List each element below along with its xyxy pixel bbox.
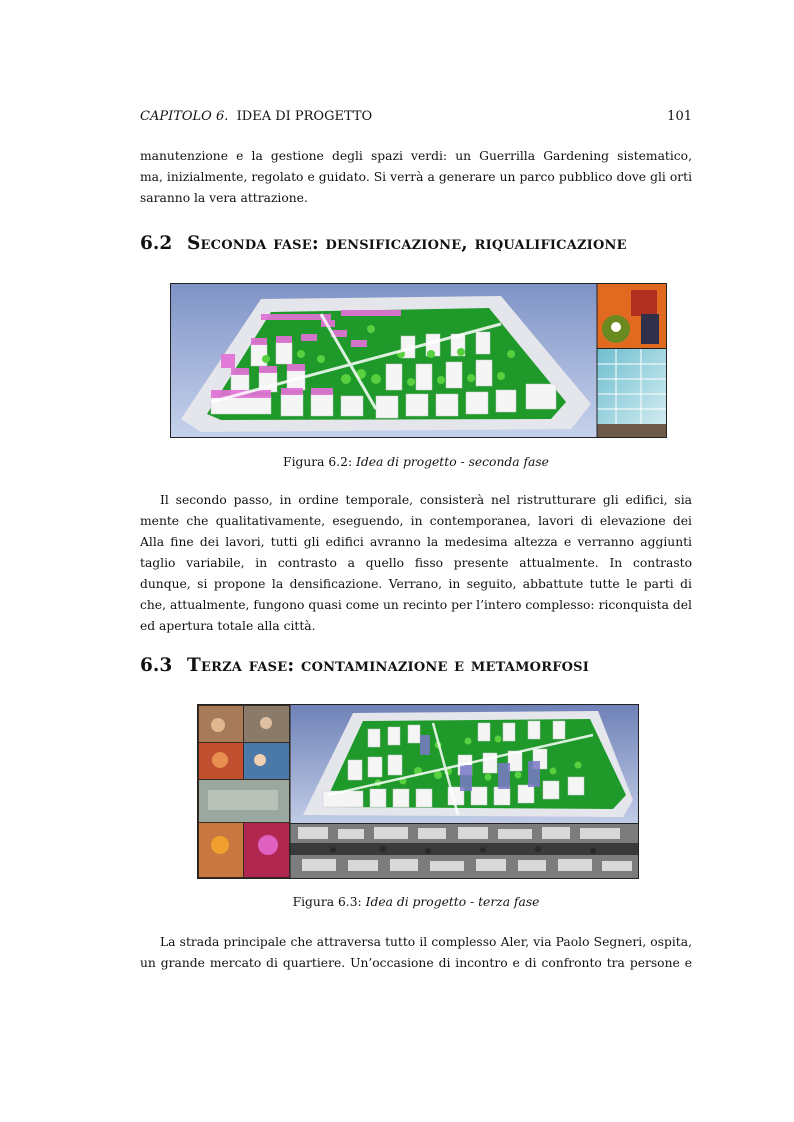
aerial-photo-strip (290, 823, 638, 878)
chapter-label: CAPITOLO 6. IDEA DI PROGETTO (140, 109, 373, 124)
text-line: Alla fine dei lavori, tutti gli edifici avranno la medesima altezza e verranno aggiunti (140, 535, 692, 549)
section-number: 6.3 (140, 655, 173, 676)
text-line: dunque, si propone la densificazione. Verrano, in seguito, abbattute tutte le parti di (140, 577, 692, 591)
text-line: ma, inizialmente, regolato e guidato. Si verrà a generare un parco pubblico dove gli orti (140, 170, 692, 184)
section-title: Terza fase: contaminazione e metamorfosi (187, 655, 590, 676)
collage-market-photos (198, 705, 290, 878)
text-line: mente che qualitativamente, eseguendo, in contemporanea, lavori di elevazione dei (140, 514, 692, 528)
paragraph-intro (140, 146, 692, 209)
section-number: 6.2 (140, 233, 173, 254)
figure-caption-text: Idea di progetto - seconda fase (356, 455, 549, 469)
render-seconda-fase (171, 284, 597, 437)
text-line: La strada principale che attraversa tutto il complesso Aler, via Paolo Segneri, ospita, (160, 935, 692, 949)
figure-6-3 (197, 704, 639, 879)
figure-label: Figura 6.3: (292, 895, 362, 909)
thumbnail-facade (597, 349, 666, 437)
thumbnail-street-art (597, 284, 666, 348)
text-line: saranno la vera attrazione. (140, 191, 308, 205)
text-line: manutenzione e la gestione degli spazi verdi: un Guerrilla Gardening sistematico, (140, 149, 692, 163)
section-heading-6-3 (140, 655, 700, 681)
text-line: che, attualmente, fungono quasi come un recinto per l’intero complesso: riconquista del (140, 598, 692, 612)
page-number: 101 (667, 109, 692, 124)
figure-6-2-caption (140, 455, 692, 469)
figure-6-2 (170, 283, 667, 438)
section-title: Seconda fase: densificazione, riqualificazione (187, 233, 627, 254)
render-terza-fase (290, 705, 638, 823)
section-heading-6-2 (140, 233, 700, 259)
paragraph-seconda-fase (140, 490, 692, 637)
figure-caption-text: Idea di progetto - terza fase (365, 895, 540, 909)
paragraph-terza-fase (140, 932, 692, 974)
text-line: taglio variabile, in contrasto a quello fisso presente attualmente. In contrasto (140, 556, 692, 570)
text-line: un grande mercato di quartiere. Un’occasione di incontro e di confronto tra persone e (140, 956, 692, 970)
text-line: Il secondo passo, in ordine temporale, consisterà nel ristrutturare gli edifici, sia (160, 493, 692, 507)
figure-6-3-caption (140, 895, 692, 909)
figure-label: Figura 6.2: (283, 455, 353, 469)
text-line: ed apertura totale alla città. (140, 619, 316, 633)
running-head (140, 109, 692, 127)
